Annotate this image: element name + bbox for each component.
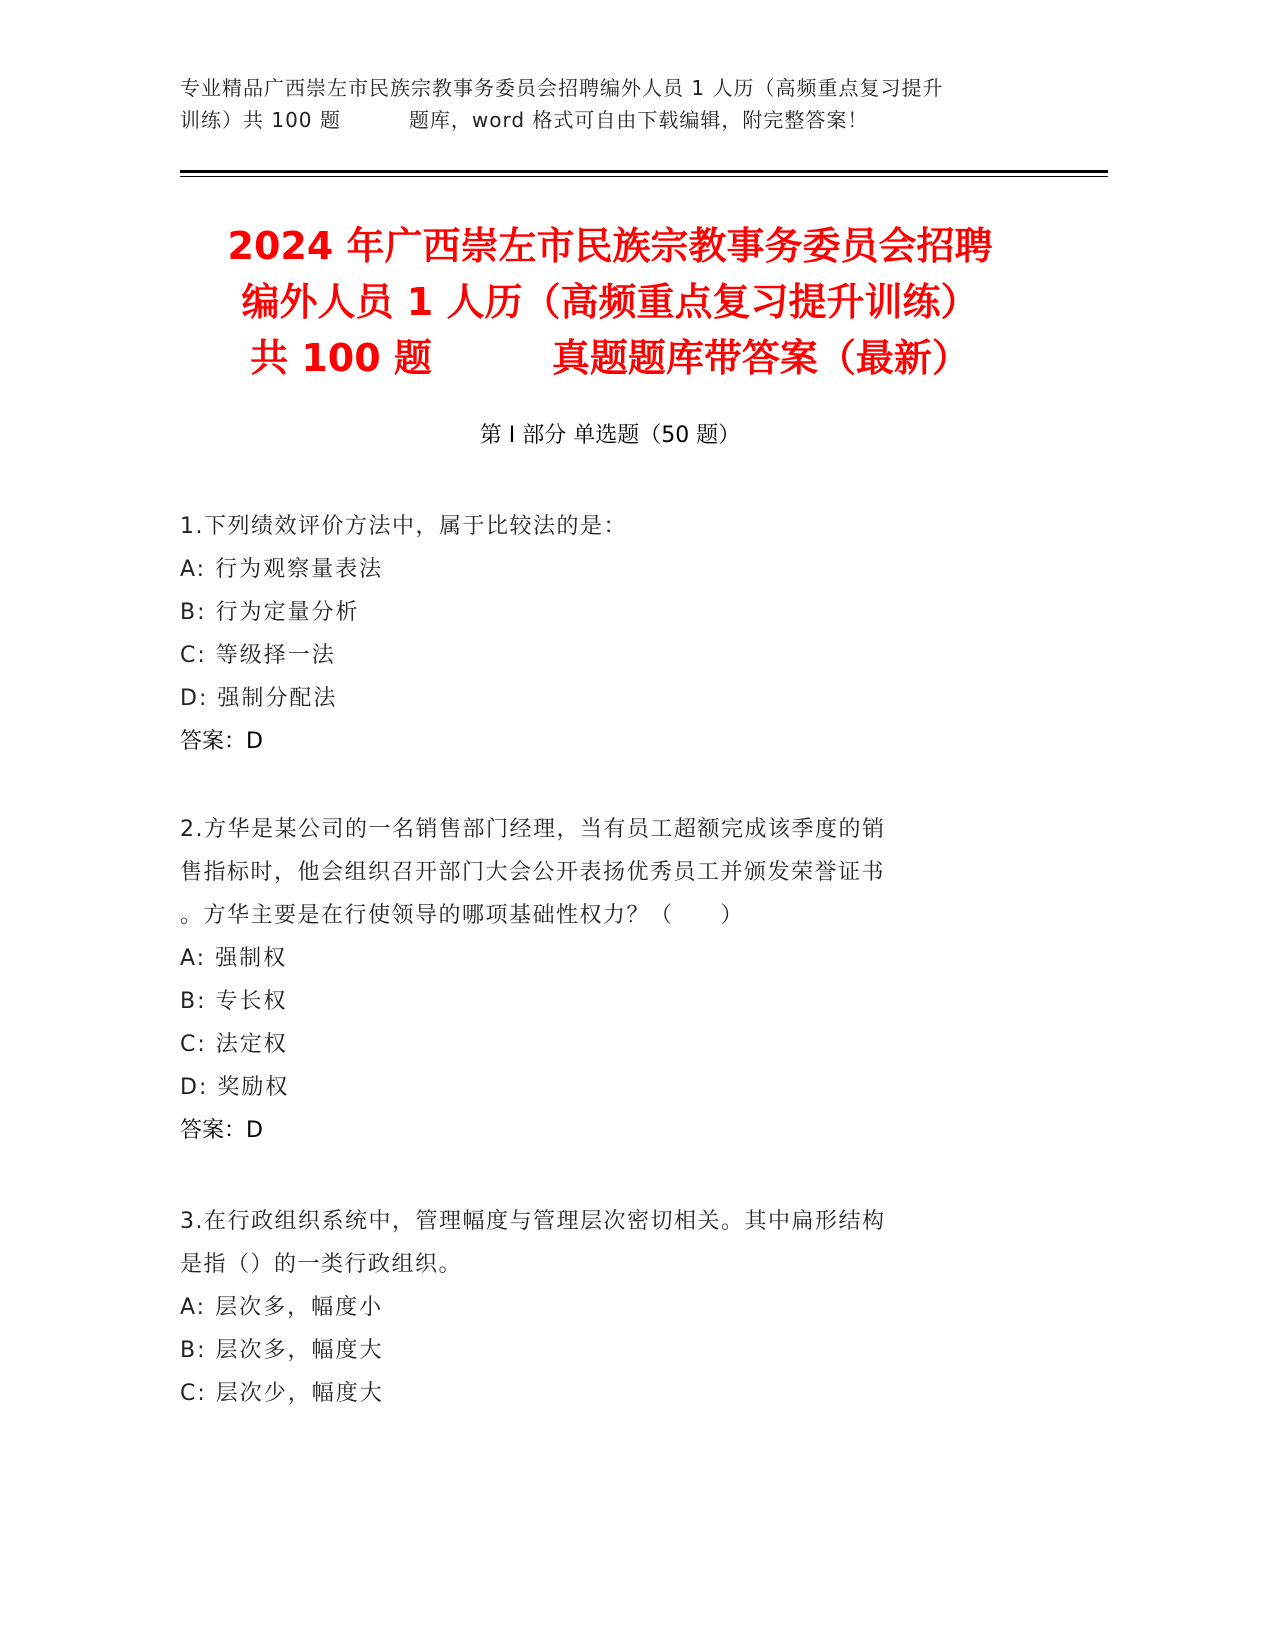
title-line	[130, 330, 1090, 386]
header-note-text: 训练）共 100 题	[180, 108, 341, 132]
option-c: C: 层次少，幅度大	[180, 1381, 384, 1406]
option-b: B: 行为定量分析	[180, 600, 360, 625]
header-note-line: 专业精品广西崇左市民族宗教事务委员会招聘编外人员 1 人历（高频重点复习提升	[180, 76, 944, 100]
option-b: B: 专长权	[180, 989, 288, 1014]
question-stem: 是指（）的一类行政组织。	[180, 1252, 463, 1277]
question-stem: 2.方华是某公司的一名销售部门经理，当有员工超额完成该季度的销	[180, 817, 886, 842]
answer: 答案：D	[180, 1118, 263, 1143]
header-note	[180, 72, 1080, 136]
title-line: 2024 年广西崇左市民族宗教事务委员会招聘	[227, 224, 993, 268]
question-2	[180, 808, 1040, 1152]
section-title: 第 I 部分 单选题（50 题）	[479, 423, 741, 448]
question-stem: 1.下列绩效评价方法中，属于比较法的是：	[180, 514, 627, 539]
header-rule-thick	[180, 170, 1108, 173]
option-d: D: 强制分配法	[180, 686, 338, 711]
question-1	[180, 505, 1040, 763]
option-a: A: 行为观察量表法	[180, 557, 384, 582]
title-line: 编外人员 1 人历（高频重点复习提升训练）	[241, 280, 979, 324]
header-note-line	[180, 104, 1080, 136]
title-text: 真题题库带答案（最新）	[551, 336, 970, 380]
question-stem: 。方华主要是在行使领导的哪项基础性权力？（ ）	[180, 903, 745, 928]
option-d: D: 奖励权	[180, 1075, 290, 1100]
header-rule-thin	[180, 176, 1108, 177]
option-a: A: 强制权	[180, 946, 288, 971]
title-text: 共 100 题	[250, 336, 432, 380]
option-c: C: 等级择一法	[180, 643, 336, 668]
answer: 答案：D	[180, 729, 263, 754]
question-stem: 3.在行政组织系统中，管理幅度与管理层次密切相关。其中扁形结构	[180, 1209, 886, 1234]
question-stem: 售指标时，他会组织召开部门大会公开表扬优秀员工并颁发荣誉证书	[180, 860, 886, 885]
header-note-text: 题库，word 格式可自由下载编辑，附完整答案！	[408, 108, 869, 132]
question-3	[180, 1200, 1040, 1415]
option-b: B: 层次多，幅度大	[180, 1338, 384, 1363]
document-title	[130, 218, 1090, 386]
option-a: A: 层次多，幅度小	[180, 1295, 384, 1320]
option-c: C: 法定权	[180, 1032, 288, 1057]
